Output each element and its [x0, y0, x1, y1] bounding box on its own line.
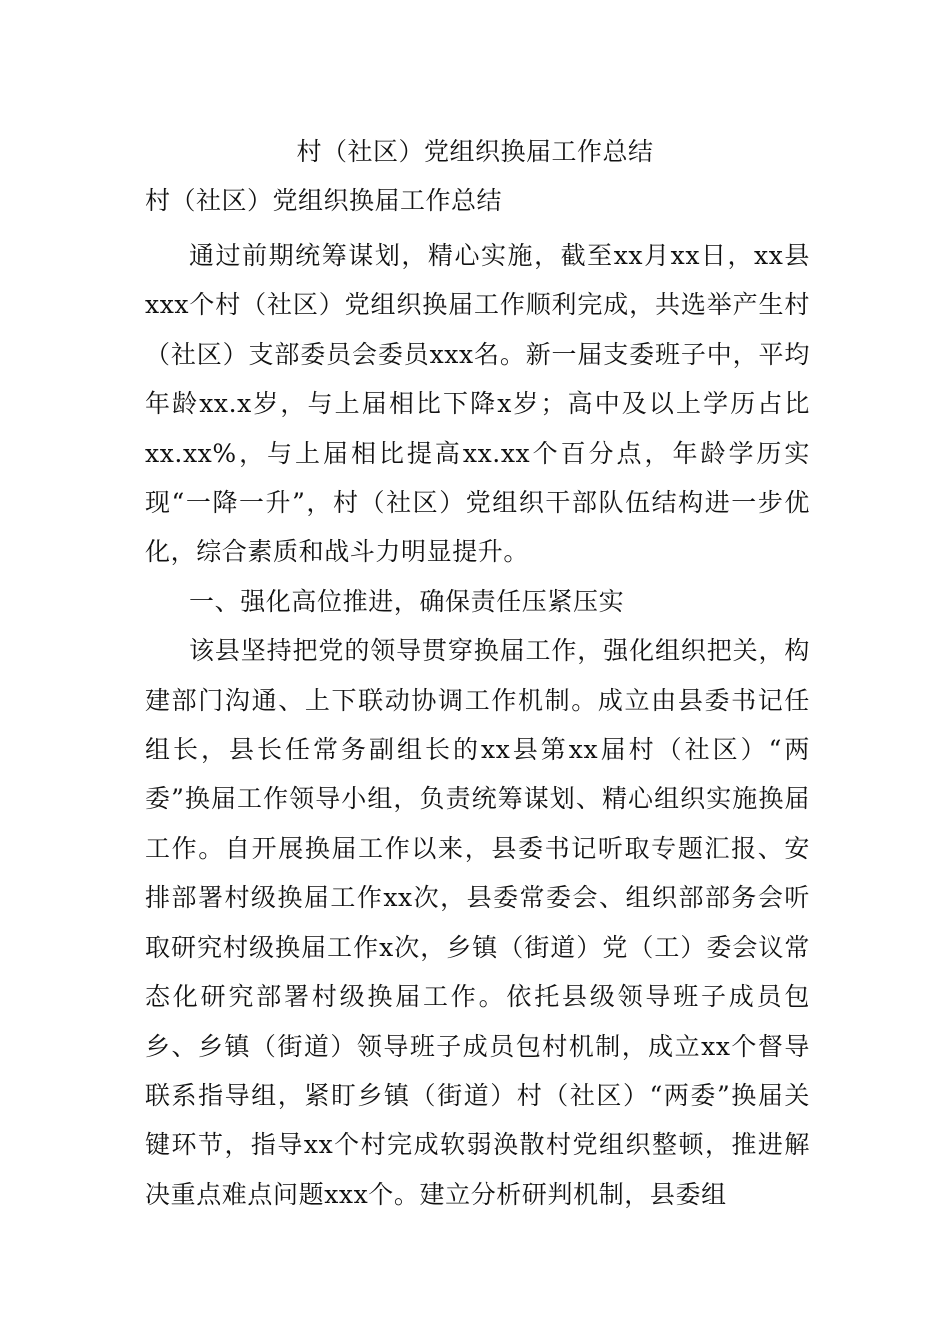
paragraph-section-1: 该县坚持把党的领导贯穿换届工作，强化组织把关，构建部门沟通、上下联动协调工作机制。成立由县委书记任组长，县长任常务副组长的xx县第xx届村（社区）“两委”换届工作领导小组，负责统筹谋划、精心组织实施换届工作。自开展换届工作以来，县委书记听取专题汇报、安排部署村级换届工作xx次，县委常委会、组织部部务会听取研究村级换届工作x次，乡镇（街道）党（工）委会议常态化研究部署村级换届工作。依托县级领导班子成员包乡、乡镇（街道）领导班子成员包村机制，成立xx个督导联系指导组，紧盯乡镇（街道）村（社区）“两委”换届关键环节，指导xx个村完成软弱涣散村党组织整顿，推进解决重点难点问题xxx个。建立分析研判机制，县委组 [145, 636, 810, 1209]
document-subtitle: 村（社区）党组织换届工作总结 [145, 186, 503, 215]
document-body [145, 231, 810, 1219]
document-title: 村（社区）党组织换届工作总结 [296, 137, 654, 166]
section-heading-1: 一、强化高位推进，确保责任压紧压实 [189, 586, 625, 616]
paragraph-intro: 通过前期统筹谋划，精心实施，截至xx月xx日，xx县xxx个村（社区）党组织换届工作顺利完成，共选举产生村（社区）支部委员会委员xxx名。新一届支委班子中，平均年龄xx.x岁，与上届相比下降x岁；高中及以上学历占比xx.xx%，与上届相比提高xx.xx个百分点，年龄学历实现“一降一升”，村（社区）党组织干部队伍结构进一步优化，综合素质和战斗力明显提升。 [145, 241, 810, 567]
